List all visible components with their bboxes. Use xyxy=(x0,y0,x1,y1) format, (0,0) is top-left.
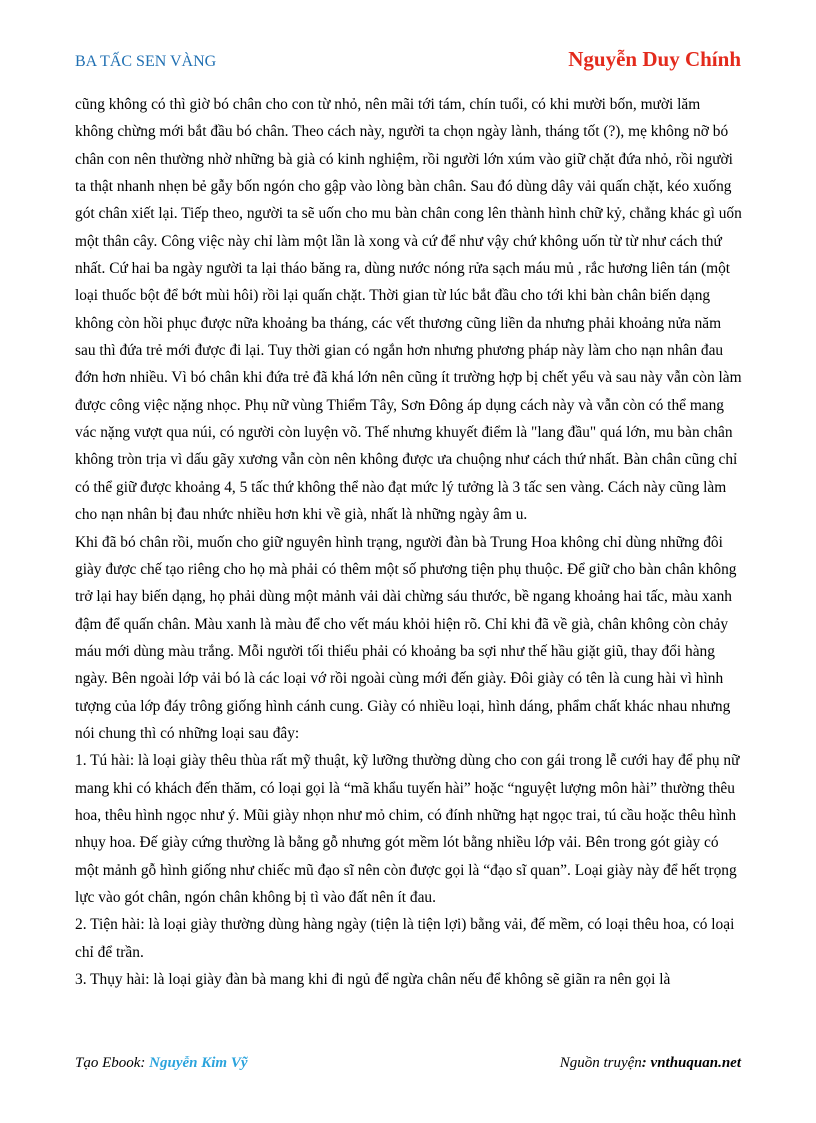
ebook-label: Tạo Ebook xyxy=(75,1055,141,1071)
source-link[interactable]: vnthuquan.net xyxy=(650,1055,741,1071)
paragraph: cũng không có thì giờ bó chân cho con từ nhỏ, nên mãi tới tám, chín tuổi, có khi mười bốn, mười lăm không chừng mới bắt đầu bó chân. Theo cách này, người ta chọn ngày lành, tháng tốt (?), mẹ không nỡ bó chân con nên thường nhờ những bà già có kinh nghiệm, rồi người lớn xúm vào giữ chặt đứa nhỏ, rồi người ta thật nhanh nhẹn bẻ gẫy bốn ngón cho gập vào lòng bàn chân. Sau đó dùng dây vải quấn chặt, kéo xuống gót chân xiết lại. Tiếp theo, người ta sẽ uốn cho mu bàn chân cong lên thành hình chữ kỷ, chẳng khác gì uốn một thân cây. Công việc này chỉ làm một lần là xong và cứ để như vậy chứ không uốn từ từ như cách thứ nhất. Cứ hai ba ngày người ta lại tháo băng ra, dùng nước nóng rửa sạch máu mủ , rắc hương liên tán (một loại thuốc bột để bớt mùi hôi) rồi lại quấn chặt. Thời gian từ lúc bắt đầu cho tới khi bàn chân biến dạng không còn hồi phục được nữa khoảng ba tháng, các vết thương cũng liền da nhưng phải khoảng nửa năm sau thì đứa trẻ mới được đi lại. Tuy thời gian có ngắn hơn nhưng phương pháp này làm cho nạn nhân đau đớn hơn nhiều. Vì bó chân khi đứa trẻ đã khá lớn nên cũng ít trường hợp bị chết yểu và sau này vẫn còn làm được công việc nặng nhọc. Phụ nữ vùng Thiểm Tây, Sơn Đông áp dụng cách này và vẫn còn có thể mang vác nặng vượt qua núi, có người còn luyện võ. Thế nhưng khuyết điểm là "lang đầu" quá lớn, mu bàn chân không tròn trịa vì dấu gãy xương vẫn còn nên không được ưa chuộng như cách thứ nhất. Bàn chân cũng chỉ có thể giữ được khoảng 4, 5 tấc thứ không thể nào đạt mức lý tưởng là 3 tấc sen vàng. Cách này cũng làm cho nạn nhân bị đau nhức nhiều hơn khi về già, nhất là những ngày âm u. xyxy=(75,96,742,524)
book-title: BA TẤC SEN VÀNG xyxy=(75,53,217,70)
ebook-credit xyxy=(75,1055,248,1072)
list-item: 2. Tiện hài: là loại giày thường dùng hàng ngày (tiện là tiện lợi) bằng vải, đế mềm, có loại thêu hoa, có loại chỉ để trần. xyxy=(75,916,735,961)
page-header xyxy=(75,47,741,77)
page-body xyxy=(75,91,742,993)
page-footer xyxy=(75,1055,741,1077)
source-label: Nguồn truyện xyxy=(559,1055,642,1071)
paragraph: Khi đã bó chân rồi, muốn cho giữ nguyên hình trạng, người đàn bà Trung Hoa không chỉ dùng những đôi giày được chế tạo riêng cho họ mà phải có thêm một số phương tiện phụ thuộc. Để giữ cho bàn chân không trở lại hay biến dạng, họ phải dùng một mảnh vải dài chừng sáu thước, bề ngang khoảng hai tấc, màu xanh đậm để quấn chân. Màu xanh là màu để cho vết máu khỏi hiện rõ. Chỉ khi đã về già, chân không còn chảy máu mới dùng màu trắng. Mỗi người tối thiểu phải có khoảng ba sợi như thế hầu giặt giũ, thay đổi hàng ngày. Bên ngoài lớp vải bó là các loại vớ rồi ngoài cùng mới đến giày. Đôi giày có tên là cung hài vì hình tượng của lớp đáy trông giống hình cánh cung. Giày có nhiều loại, hình dáng, phẩm chất khác nhau nhưng nói chung thì có những loại sau đây: xyxy=(75,533,737,742)
ebook-separator: : xyxy=(140,1055,150,1071)
list-item: 1. Tú hài: là loại giày thêu thùa rất mỹ thuật, kỹ lưỡng thường dùng cho con gái trong lễ cưới hay để phụ nữ mang khi có khách đến thăm, có loại gọi là “mã khẩu tuyến hài” hoặc “nguyệt lượng môn hài” thường thêu hoa, thêu hình ngọc như ý. Mũi giày nhọn như mỏ chim, có đính những hạt ngọc trai, tú cầu hoặc thêu hình nhụy hoa. Đế giày cứng thường là bằng gỗ nhưng gót mềm lót bằng nhiều lớp vải. Bên trong gót giày có một mảnh gỗ hình giống như chiếc mũ đạo sĩ nên còn được gọi là “đạo sĩ quan”. Loại giày này để hết trọng lực vào gót chân, ngón chân không bị tì vào đất nên ít đau. xyxy=(75,752,740,906)
source-credit xyxy=(560,1055,741,1072)
author-name: Nguyễn Duy Chính xyxy=(568,47,741,71)
source-separator: : xyxy=(641,1055,651,1071)
ebook-creator-link[interactable]: Nguyễn Kim Vỹ xyxy=(149,1055,248,1071)
list-item: 3. Thụy hài: là loại giày đàn bà mang khi đi ngủ để ngừa chân nếu để không sẽ giãn ra nên gọi là xyxy=(75,971,671,988)
